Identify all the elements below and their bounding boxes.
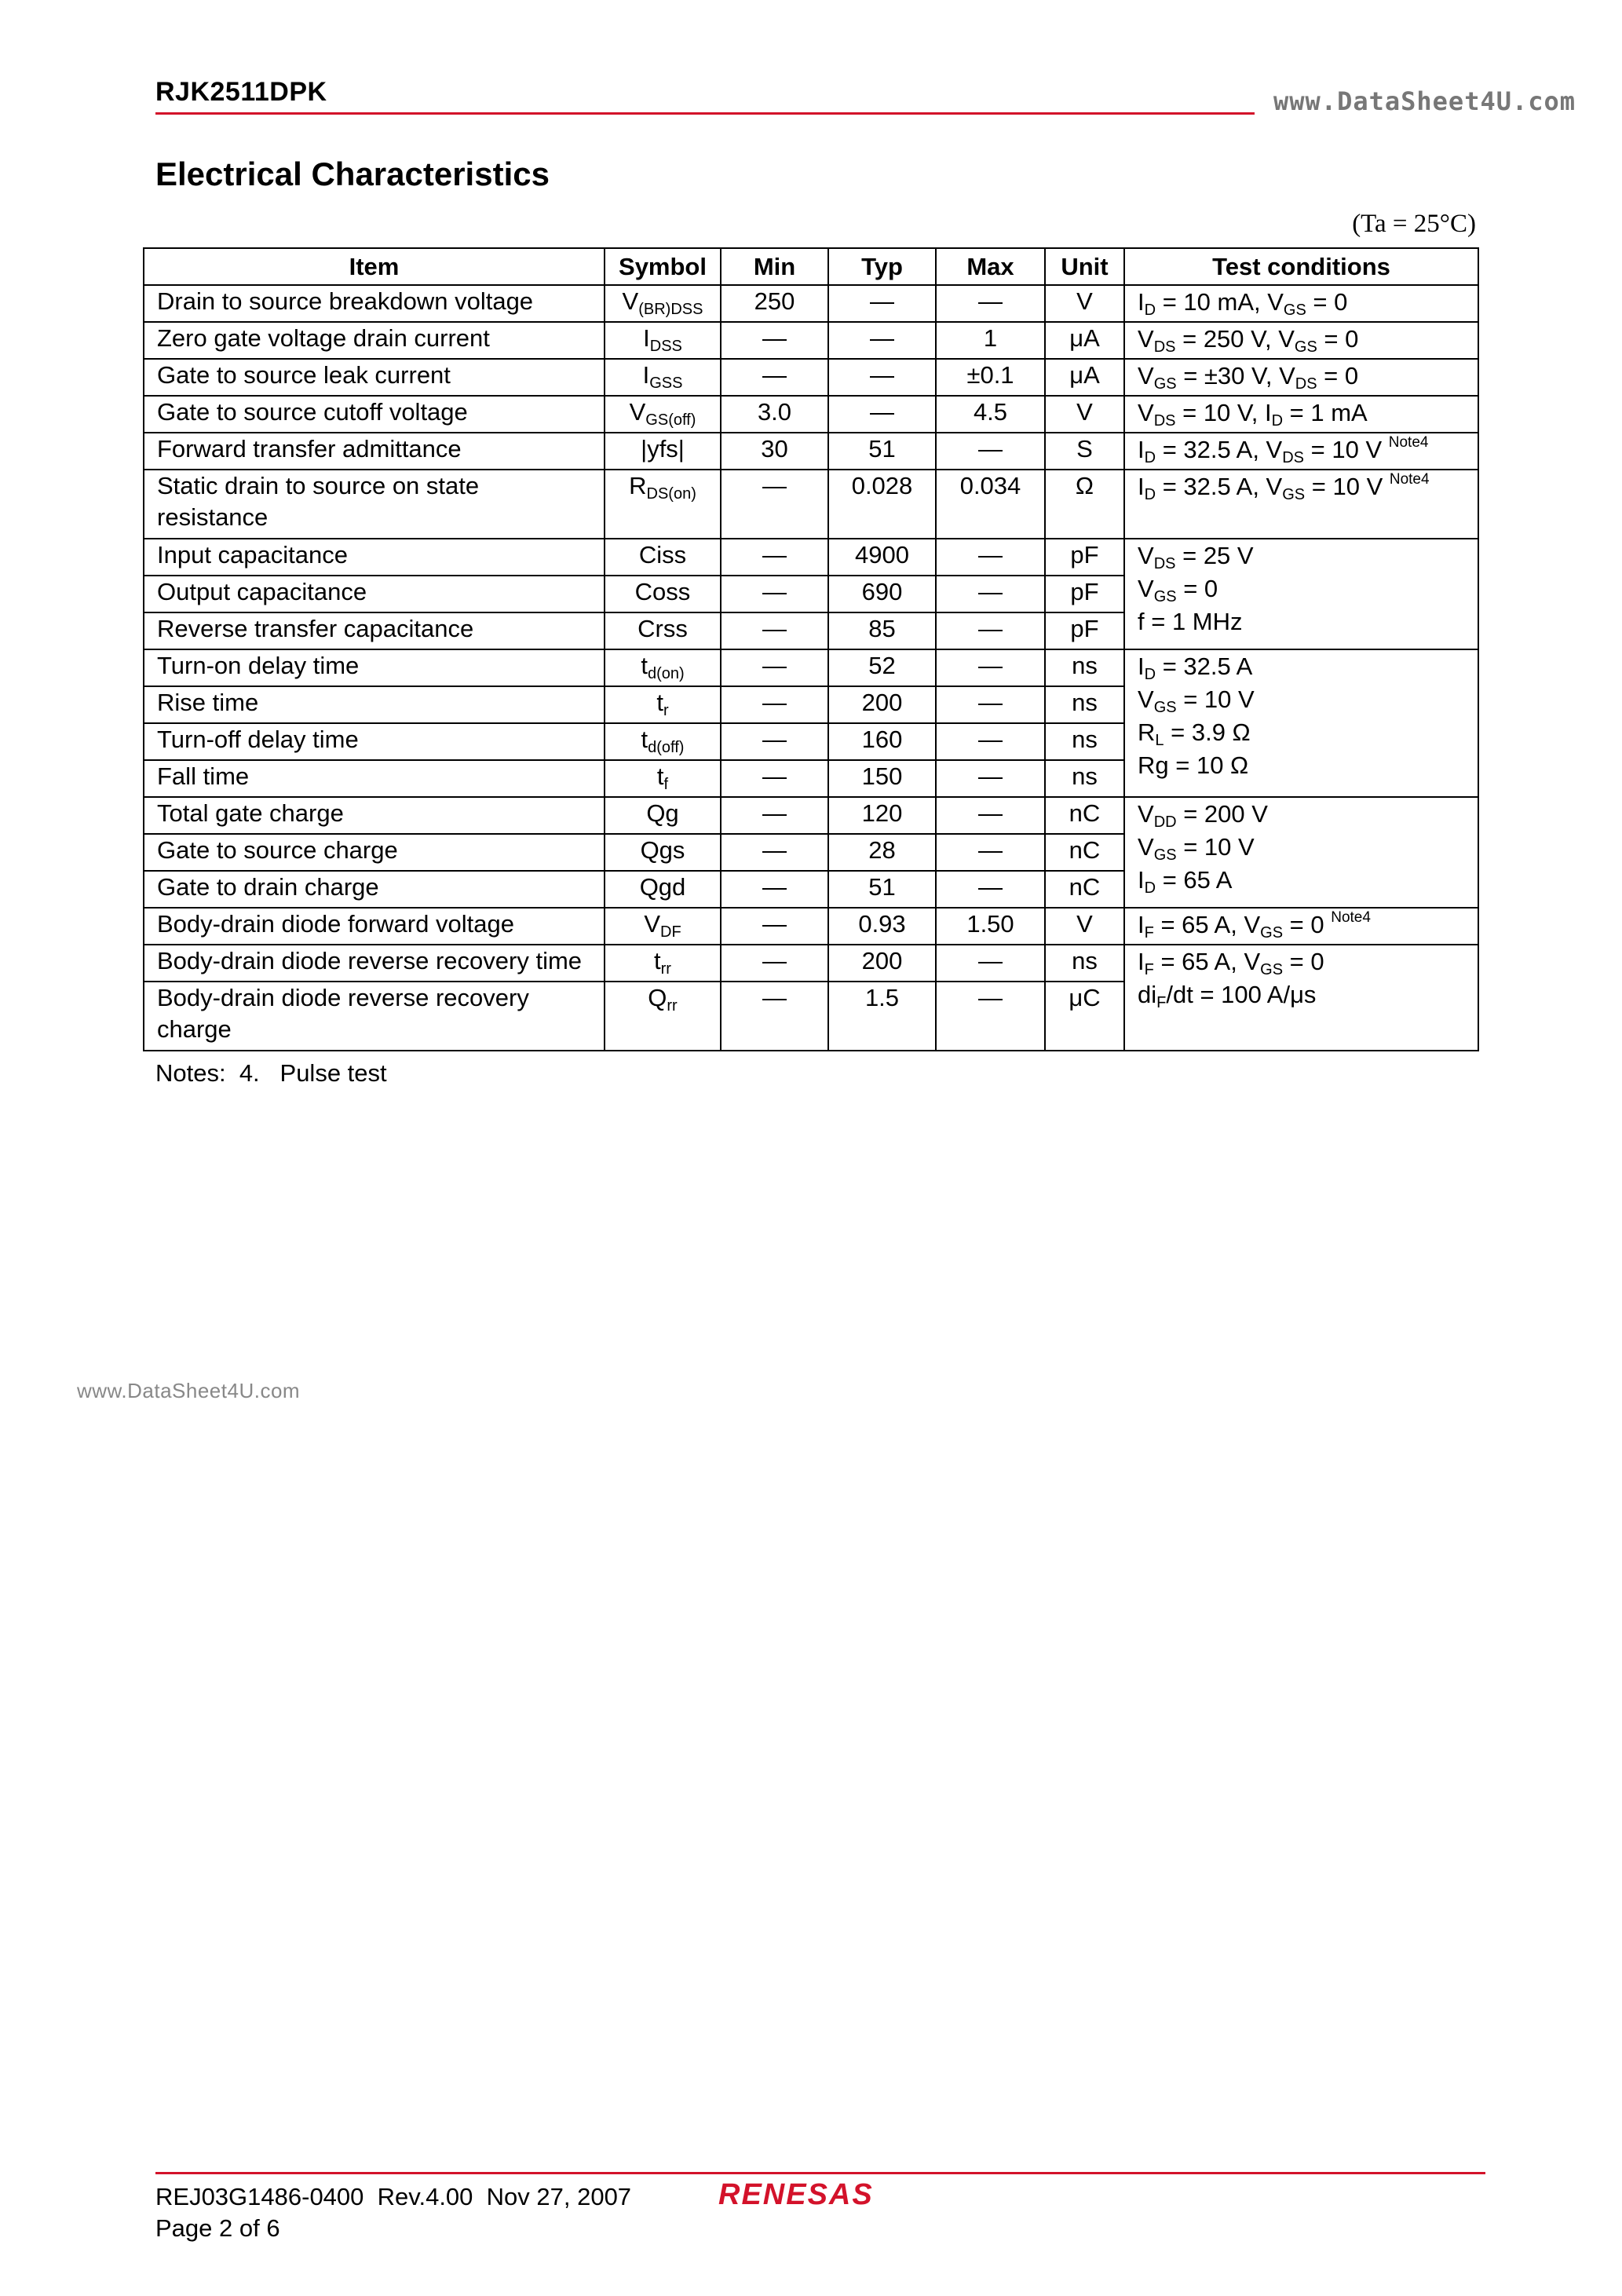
min-cell: — — [721, 871, 828, 908]
unit-cell: pF — [1045, 539, 1124, 576]
item-cell: Reverse transfer capacitance — [144, 612, 605, 649]
symbol-cell: $V_{GS(off)}$ — [605, 396, 721, 433]
max-cell: — — [936, 433, 1045, 470]
min-cell: — — [721, 797, 828, 834]
item-cell: Forward transfer admittance — [144, 433, 605, 470]
symbol-cell: $t_{rr}$ — [605, 945, 721, 982]
unit-cell: nC — [1045, 834, 1124, 871]
table-header-row — [144, 248, 1478, 285]
watermark-url[interactable]: www.DataSheet4U.com — [77, 1379, 301, 1402]
unit-cell: S — [1045, 433, 1124, 470]
test-conditions-cell: $I_D = 10$ mA, $V_{GS} = 0$ — [1124, 285, 1478, 322]
max-cell: 1.50 — [936, 908, 1045, 945]
header-rule — [155, 112, 1255, 115]
table-row — [144, 945, 1478, 982]
min-cell: 30 — [721, 433, 828, 470]
typ-cell: 200 — [828, 686, 936, 723]
unit-cell: μC — [1045, 982, 1124, 1051]
unit-cell: V — [1045, 908, 1124, 945]
symbol-cell: $I_{DSS}$ — [605, 322, 721, 359]
min-cell: — — [721, 539, 828, 576]
table-body — [144, 285, 1478, 1051]
typ-cell: 85 — [828, 612, 936, 649]
typ-cell: 52 — [828, 649, 936, 686]
typ-cell: — — [828, 396, 936, 433]
max-cell: — — [936, 539, 1045, 576]
item-cell: Turn-on delay time — [144, 649, 605, 686]
item-cell: Total gate charge — [144, 797, 605, 834]
unit-cell: ns — [1045, 723, 1124, 760]
table-row — [144, 797, 1478, 834]
electrical-characteristics-table — [143, 247, 1479, 1051]
notes: Notes: 4. Pulse test — [155, 1059, 387, 1087]
test-conditions-cell: $I_D = 32.5$ A, $V_{DS} = 10$ V $^{Note4}$ — [1124, 433, 1478, 470]
unit-cell: ns — [1045, 760, 1124, 797]
unit-cell: ns — [1045, 686, 1124, 723]
min-cell: — — [721, 723, 828, 760]
symbol-cell: $t_r$ — [605, 686, 721, 723]
unit-cell: ns — [1045, 945, 1124, 982]
table-row — [144, 649, 1478, 686]
column-header-typ: Typ — [828, 248, 936, 285]
symbol-cell: Coss — [605, 576, 721, 612]
test-conditions-cell: $I_F = 65$ A, $V_{GS} = 0$ $di_F/dt = 100$ A/μs — [1124, 945, 1478, 1051]
column-header-min: Min — [721, 248, 828, 285]
item-cell: Output capacitance — [144, 576, 605, 612]
column-header-test-conditions: Test conditions — [1124, 248, 1478, 285]
item-cell: Static drain to source on state resistance — [144, 470, 605, 539]
symbol-cell: $t_{d(on)}$ — [605, 649, 721, 686]
item-cell: Gate to drain charge — [144, 871, 605, 908]
table-row — [144, 285, 1478, 322]
table-row — [144, 396, 1478, 433]
typ-cell: — — [828, 359, 936, 396]
max-cell: — — [936, 576, 1045, 612]
test-conditions-cell: $V_{DS} = 10$ V, $I_D = 1$ mA — [1124, 396, 1478, 433]
ambient-temperature-note: (Ta = 25°C) — [1352, 210, 1476, 238]
table-row — [144, 433, 1478, 470]
max-cell: — — [936, 649, 1045, 686]
min-cell: 3.0 — [721, 396, 828, 433]
renesas-logo: RENESAS — [718, 2178, 874, 2211]
max-cell: — — [936, 945, 1045, 982]
typ-cell: 4900 — [828, 539, 936, 576]
min-cell: — — [721, 649, 828, 686]
footer-document-number: REJ03G1486-0400 Rev.4.00 Nov 27, 2007 — [155, 2183, 632, 2210]
item-cell: Input capacitance — [144, 539, 605, 576]
header-url[interactable]: www.DataSheet4U.com — [1273, 86, 1576, 116]
item-cell: Gate to source charge — [144, 834, 605, 871]
table-row — [144, 322, 1478, 359]
test-conditions-cell: $I_F = 65$ A, $V_{GS} = 0$ $^{Note4}$ — [1124, 908, 1478, 945]
max-cell: — — [936, 612, 1045, 649]
table-row — [144, 359, 1478, 396]
symbol-cell: Qgd — [605, 871, 721, 908]
min-cell: — — [721, 576, 828, 612]
max-cell: 0.034 — [936, 470, 1045, 539]
test-conditions-cell: $I_D = 32.5$ A, $V_{GS} = 10$ V $^{Note4}$ — [1124, 470, 1478, 539]
test-conditions-cell: $V_{GS} = \pm 30$ V, $V_{DS} = 0$ — [1124, 359, 1478, 396]
symbol-cell: $V_{DF}$ — [605, 908, 721, 945]
footer-page-number: Page 2 of 6 — [155, 2214, 280, 2242]
typ-cell: 28 — [828, 834, 936, 871]
symbol-cell: $t_{d(off)}$ — [605, 723, 721, 760]
min-cell: — — [721, 612, 828, 649]
max-cell: — — [936, 834, 1045, 871]
section-title: Electrical Characteristics — [155, 155, 550, 192]
max-cell: 4.5 — [936, 396, 1045, 433]
max-cell: — — [936, 797, 1045, 834]
typ-cell: 150 — [828, 760, 936, 797]
max-cell: 1 — [936, 322, 1045, 359]
typ-cell: 690 — [828, 576, 936, 612]
item-cell: Body-drain diode reverse recovery charge — [144, 982, 605, 1051]
unit-cell: nC — [1045, 797, 1124, 834]
min-cell: 250 — [721, 285, 828, 322]
item-cell: Gate to source leak current — [144, 359, 605, 396]
min-cell: — — [721, 908, 828, 945]
min-cell: — — [721, 359, 828, 396]
unit-cell: μA — [1045, 322, 1124, 359]
unit-cell: ns — [1045, 649, 1124, 686]
min-cell: — — [721, 834, 828, 871]
part-number: RJK2511DPK — [155, 77, 327, 107]
unit-cell: V — [1045, 396, 1124, 433]
min-cell: — — [721, 322, 828, 359]
test-conditions-cell: $I_D = 32.5$ A $V_{GS} = 10$ V $R_L = 3.9$ Ω Rg = 10 Ω — [1124, 649, 1478, 797]
column-header-symbol: Symbol — [605, 248, 721, 285]
max-cell: — — [936, 723, 1045, 760]
typ-cell: 120 — [828, 797, 936, 834]
min-cell: — — [721, 470, 828, 539]
unit-cell: pF — [1045, 576, 1124, 612]
column-header-unit: Unit — [1045, 248, 1124, 285]
item-cell: Zero gate voltage drain current — [144, 322, 605, 359]
typ-cell: — — [828, 322, 936, 359]
column-header-item: Item — [144, 248, 605, 285]
item-cell: Drain to source breakdown voltage — [144, 285, 605, 322]
min-cell: — — [721, 760, 828, 797]
unit-cell: pF — [1045, 612, 1124, 649]
unit-cell: nC — [1045, 871, 1124, 908]
symbol-cell: $I_{GSS}$ — [605, 359, 721, 396]
column-header-max: Max — [936, 248, 1045, 285]
min-cell: — — [721, 982, 828, 1051]
typ-cell: 160 — [828, 723, 936, 760]
typ-cell: — — [828, 285, 936, 322]
item-cell: Turn-off delay time — [144, 723, 605, 760]
typ-cell: 200 — [828, 945, 936, 982]
test-conditions-cell: $V_{DS} = 250$ V, $V_{GS} = 0$ — [1124, 322, 1478, 359]
symbol-cell: $V_{(BR)DSS}$ — [605, 285, 721, 322]
item-cell: Body-drain diode forward voltage — [144, 908, 605, 945]
table-row — [144, 470, 1478, 539]
max-cell: — — [936, 871, 1045, 908]
symbol-cell: $R_{DS(on)}$ — [605, 470, 721, 539]
min-cell: — — [721, 945, 828, 982]
item-cell: Body-drain diode reverse recovery time — [144, 945, 605, 982]
item-cell: Rise time — [144, 686, 605, 723]
typ-cell: 0.028 — [828, 470, 936, 539]
test-conditions-cell: $V_{DS} = 25$ V $V_{GS} = 0$ f = 1 MHz — [1124, 539, 1478, 649]
unit-cell: μA — [1045, 359, 1124, 396]
symbol-cell: Qgs — [605, 834, 721, 871]
symbol-cell: $t_f$ — [605, 760, 721, 797]
symbol-cell: $Q_{rr}$ — [605, 982, 721, 1051]
item-cell: Fall time — [144, 760, 605, 797]
typ-cell: 1.5 — [828, 982, 936, 1051]
max-cell: — — [936, 760, 1045, 797]
symbol-cell: Ciss — [605, 539, 721, 576]
footer-rule — [155, 2172, 1485, 2174]
unit-cell: V — [1045, 285, 1124, 322]
max-cell: — — [936, 285, 1045, 322]
symbol-cell: Qg — [605, 797, 721, 834]
max-cell: — — [936, 686, 1045, 723]
typ-cell: 51 — [828, 871, 936, 908]
typ-cell: 0.93 — [828, 908, 936, 945]
symbol-cell: |yfs| — [605, 433, 721, 470]
typ-cell: 51 — [828, 433, 936, 470]
table-row — [144, 539, 1478, 576]
item-cell: Gate to source cutoff voltage — [144, 396, 605, 433]
min-cell: — — [721, 686, 828, 723]
test-conditions-cell: $V_{DD} = 200$ V $V_{GS} = 10$ V $I_D = 65$ A — [1124, 797, 1478, 908]
table-row — [144, 908, 1478, 945]
max-cell: ±0.1 — [936, 359, 1045, 396]
unit-cell: Ω — [1045, 470, 1124, 539]
max-cell: — — [936, 982, 1045, 1051]
symbol-cell: Crss — [605, 612, 721, 649]
